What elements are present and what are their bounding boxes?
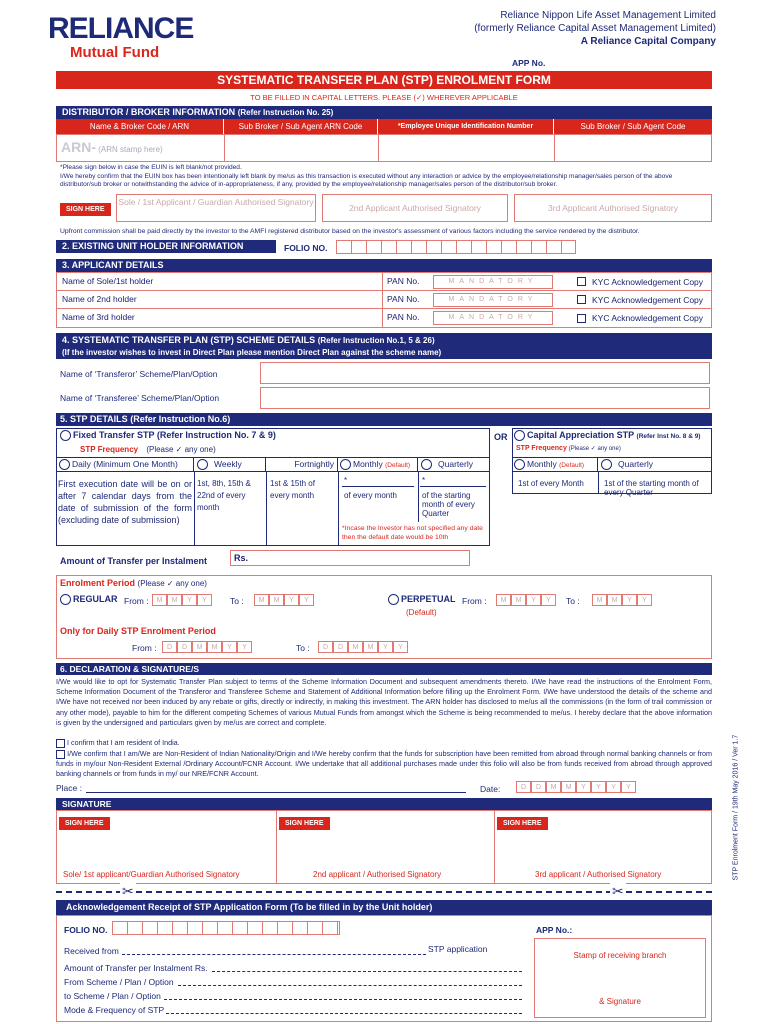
perpetual-from-label: From : — [462, 596, 487, 606]
capital-letters-note: TO BE FILLED IN CAPITAL LETTERS. PLEASE (✓) WHEREVER APPLICABLE — [250, 93, 518, 102]
applicant-name-label[interactable]: Name of 2nd holder — [57, 291, 383, 308]
weekly-dates: 1st, 8th, 15th & 22nd of every month — [197, 479, 251, 512]
applicant-name-label[interactable]: Name of 3rd holder — [57, 309, 383, 327]
monthly-date-input[interactable] — [342, 486, 414, 487]
signature-3[interactable] — [495, 811, 711, 883]
logo-brand: RELIANCE — [48, 12, 194, 45]
cell: Y — [621, 781, 636, 793]
cell: D — [516, 781, 531, 793]
ack-header — [56, 900, 712, 915]
enrolment-label: Enrolment Period — [60, 578, 136, 588]
euin-sig-1[interactable]: Sole / 1st Applicant / Guardian Authorised Signatory — [116, 194, 316, 222]
applicant-header — [56, 259, 712, 272]
freq-monthly[interactable] — [338, 458, 418, 471]
cell: Y — [378, 641, 393, 653]
weekly-radio[interactable] — [197, 459, 208, 470]
app-no-label: APP No. — [512, 58, 546, 68]
freq-quarterly[interactable] — [418, 458, 490, 471]
applicant-title: 3. APPLICANT DETAILS — [62, 260, 164, 270]
stp-application-label: STP application — [428, 944, 488, 954]
scheme-header — [56, 333, 712, 359]
pan-input[interactable]: MANDATORY — [433, 311, 553, 325]
stamp-label: Stamp of receiving branch — [573, 951, 667, 960]
daily-radio[interactable] — [59, 459, 70, 470]
applicant-table — [56, 272, 712, 328]
applicant-row — [57, 291, 711, 309]
euin-sig-boxes — [116, 194, 712, 222]
daily-to-input[interactable] — [318, 641, 408, 653]
daily-label: Daily (Minimum One Month) — [72, 459, 178, 469]
capital-frequency-row — [516, 445, 621, 452]
perpetual-from-input[interactable] — [496, 594, 556, 606]
cell: D — [162, 641, 177, 653]
monthly-date-text: of every month — [344, 491, 397, 500]
declaration-text: I/We would like to opt for Systematic Transfer Plan subject to terms of the Scheme Information Document and subsequent amendments thereto. I/We have read the instructions of the Enrolment Form, Scheme Information Document of the Transferor and Transferee Scheme and Statement of Additional Information before filling up the Enrolment Form. I/We have understood the details of the scheme and I/We have not received nor been induced by any rebate or gifts, directly or indirectly, in making this investment. The ARN holder has disclosed to me/us all the commissions (in the form of trail commission or any other mode), payable to him for the different competing Schemes of various Mutual Funds from amongst which the Scheme is being recommended to me/us. I hereby declare that the above information is given by the undersigned and particulars given by me/us are correct and complete. — [56, 677, 712, 727]
company-info — [474, 9, 716, 48]
stp-details-header — [56, 413, 712, 426]
arn-prefix: ARN- — [61, 139, 96, 155]
ack-amount-label: Amount of Transfer per Instalment Rs. — [64, 963, 208, 973]
distributor-columns — [56, 119, 712, 134]
capital-stp-radio[interactable] — [514, 430, 525, 441]
cell: M — [348, 641, 363, 653]
transferee-label: Name of ‘Transferee’ Scheme/Plan/Option — [60, 393, 220, 403]
scissors-icon: ✂ — [122, 883, 134, 899]
stamp-signature-label: & Signature — [599, 997, 641, 1006]
logo-sub: Mutual Fund — [70, 44, 160, 61]
fixed-stp-option[interactable] — [60, 430, 276, 441]
ack-from-label: From Scheme / Plan / Option — [64, 977, 174, 987]
declaration-title: 6. DECLARATION & SIGNATURE/S — [60, 664, 199, 674]
cell: D — [531, 781, 546, 793]
weekly-label: Weekly — [214, 459, 242, 469]
fixed-frequency-options — [56, 457, 490, 472]
applicant-row — [57, 309, 711, 327]
capital-frequency-label: STP Frequency — [516, 445, 567, 452]
existing-holder-title: 2. EXISTING UNIT HOLDER INFORMATION — [62, 241, 244, 251]
scissors-icon: ✂ — [612, 883, 624, 899]
perpetual-option[interactable] — [388, 594, 456, 605]
signature-1-label: Sole/ 1st applicant/Guardian Authorised Signatory — [63, 870, 240, 879]
amount-input[interactable] — [230, 550, 470, 566]
cell: Y — [222, 641, 237, 653]
ack-to-input[interactable] — [164, 999, 522, 1000]
capital-quarterly-date: 1st of the starting month of every Quarter — [604, 479, 699, 497]
cell: Y — [637, 594, 652, 606]
enrolment-heading — [60, 578, 207, 588]
received-input[interactable] — [122, 954, 426, 955]
capital-monthly-default: (Default) — [559, 462, 585, 469]
kyc-label: KYC Acknowledgement Copy — [592, 294, 704, 305]
company-line1: Reliance Nippon Life Asset Management Limited — [500, 10, 716, 21]
sign-here-tag: SIGN HERE — [279, 817, 330, 830]
arn-stamp: (ARN stamp here) — [98, 145, 163, 154]
capital-frequency-any: (Please ✓ any one) — [568, 446, 621, 452]
fortnightly-label: Fortnightly — [294, 459, 334, 469]
cell: M — [496, 594, 511, 606]
capital-stp-ref: (Refer Inst No. 8 & 9) — [636, 433, 701, 440]
euin-note — [60, 164, 710, 190]
regular-to-input[interactable] — [254, 594, 314, 606]
place-input[interactable] — [86, 792, 466, 793]
cell: Y — [284, 594, 299, 606]
cell: Y — [299, 594, 314, 606]
distributor-fields[interactable] — [56, 134, 712, 162]
quarterly-radio[interactable] — [421, 459, 432, 470]
cell: M — [269, 594, 284, 606]
stp-details-title: 5. STP DETAILS — [60, 414, 128, 424]
capital-frequency-options — [512, 457, 712, 472]
scheme-title: 4. SYSTEMATIC TRANSFER PLAN (STP) SCHEME DETAILS — [62, 335, 316, 345]
capital-stp-option[interactable] — [514, 430, 700, 441]
amount-label: Amount of Transfer per Instalment — [60, 556, 208, 566]
fixed-frequency-label: STP Frequency — [80, 445, 139, 454]
cell: M — [167, 594, 182, 606]
daily-from-input[interactable] — [162, 641, 252, 653]
signature-boxes — [56, 810, 712, 884]
folio-label: FOLIO NO. — [284, 243, 328, 253]
cell: Y — [606, 781, 621, 793]
cell: M — [207, 641, 222, 653]
applicant-name-label[interactable]: Name of Sole/1st holder — [57, 273, 383, 290]
upfront-note: Upfront commission shall be paid directly by the investor to the AMFI registered distributor based on the investor's assessment of various factors including the service rendered by the distributor. — [60, 228, 640, 235]
kyc-label: KYC Acknowledgement Copy — [592, 313, 704, 323]
kyc-checkbox[interactable] — [577, 314, 586, 323]
arn-field[interactable] — [57, 135, 225, 161]
nri-row — [56, 749, 712, 780]
nri-checkbox[interactable] — [56, 750, 65, 759]
cell: M — [152, 594, 167, 606]
fixed-stp-radio[interactable] — [60, 430, 71, 441]
place-label: Place : — [56, 783, 82, 793]
daily-to-label: To : — [296, 643, 310, 653]
cell: D — [318, 641, 333, 653]
perpetual-radio[interactable] — [388, 594, 399, 605]
freq-fortnightly[interactable] — [266, 458, 338, 471]
euin-note-1: *Please sign below in case the EUIN is left blank/not provided. — [60, 164, 242, 171]
capital-quarterly-radio[interactable] — [601, 459, 612, 470]
logo — [48, 12, 198, 72]
regular-option[interactable] — [60, 594, 118, 605]
cell: M — [511, 594, 526, 606]
capital-quarterly-label: Quarterly — [618, 459, 653, 469]
perpetual-label: PERPETUAL — [401, 594, 456, 604]
ack-app-label: APP No.: — [536, 925, 573, 935]
cell: Y — [591, 781, 606, 793]
scheme-ref: (Refer Instruction No.1, 5 & 26) — [317, 336, 435, 345]
resident-label: I confirm that I am resident of India. — [67, 738, 180, 747]
distributor-title: DISTRIBUTOR / BROKER INFORMATION — [62, 107, 236, 117]
sign-here-tag: SIGN HERE — [59, 817, 110, 830]
or-label: OR — [494, 432, 508, 442]
signature-title: SIGNATURE — [62, 799, 112, 809]
fortnightly-dates: 1st & 15th of every month — [270, 479, 315, 500]
regular-label: REGULAR — [73, 594, 118, 604]
cell: Y — [182, 594, 197, 606]
form-title-bar — [56, 71, 712, 89]
daily-enrolment-label: Only for Daily STP Enrolment Period — [60, 626, 216, 636]
regular-radio[interactable] — [60, 594, 71, 605]
ack-title-2: (To be filled in by the Unit holder) — [290, 902, 433, 912]
transferee-input[interactable] — [260, 387, 710, 409]
perpetual-default: (Default) — [406, 608, 437, 617]
ack-to-label: to Scheme / Plan / Option — [64, 991, 161, 1001]
euin-sig-2[interactable]: 2nd Applicant Authorised Signatory — [322, 194, 508, 222]
cell: Y — [576, 781, 591, 793]
fixed-frequency-any: (Please ✓ any one) — [146, 445, 216, 454]
kyc-checkbox[interactable] — [577, 277, 586, 286]
capital-monthly-label: Monthly — [527, 459, 557, 469]
pan-label: PAN No. — [387, 294, 420, 304]
quarterly-date-input[interactable] — [420, 486, 486, 487]
cell: M — [561, 781, 576, 793]
ack-amount-input[interactable] — [212, 971, 522, 972]
stp-details-ref: (Refer Instruction No.6) — [130, 414, 231, 424]
signature-1[interactable] — [57, 811, 277, 883]
pan-label: PAN No. — [387, 312, 420, 322]
subbroker-field[interactable] — [225, 135, 379, 161]
monthly-date: * — [344, 476, 348, 485]
ack-folio-input[interactable] — [112, 921, 340, 935]
transferor-label: Name of ‘Transferor’ Scheme/Plan/Option — [60, 369, 218, 379]
signature-2[interactable] — [277, 811, 495, 883]
cell: Y — [237, 641, 252, 653]
signature-header — [56, 798, 712, 810]
company-line2: (formerly Reliance Capital Asset Management Limited) — [474, 23, 716, 34]
pan-label: PAN No. — [387, 276, 420, 286]
euin-sig-3[interactable]: 3rd Applicant Authorised Signatory — [514, 194, 712, 222]
cell: M — [546, 781, 561, 793]
sign-here-tag: SIGN HERE — [60, 203, 111, 216]
resident-checkbox[interactable] — [56, 739, 65, 748]
monthly-default: (Default) — [385, 462, 411, 469]
applicant-row — [57, 273, 711, 291]
signature-3-label: 3rd applicant / Authorised Signatory — [535, 870, 662, 879]
ack-mode-input[interactable] — [166, 1013, 522, 1014]
rs-label: Rs. — [234, 553, 249, 563]
regular-from-input[interactable] — [152, 594, 212, 606]
stamp-box — [534, 938, 706, 1018]
freq-weekly[interactable] — [194, 458, 266, 471]
monthly-label: Monthly — [353, 459, 383, 469]
kyc-checkbox[interactable] — [577, 295, 586, 304]
col-euin: *Employee Unique Identification Number — [378, 119, 554, 134]
cell: M — [254, 594, 269, 606]
ack-title: Acknowledgement Receipt of STP Application Form — [66, 902, 288, 912]
capital-stp-label: Capital Appreciation STP — [527, 430, 635, 440]
pan-input[interactable]: MANDATORY — [433, 275, 553, 289]
cell: Y — [541, 594, 556, 606]
col-subagent: Sub Broker / Sub Agent Code — [554, 119, 712, 134]
distributor-header — [56, 106, 712, 119]
ack-mode-label: Mode & Frequency of STP — [64, 1005, 165, 1015]
form-version: STP Enrolment Form / 19th May 2016 / Ver 1.7 — [732, 734, 740, 881]
cell: Y — [197, 594, 212, 606]
sign-here-tag: SIGN HERE — [497, 817, 548, 830]
distributor-ref: (Refer Instruction No. 25) — [237, 108, 334, 117]
col-subbroker: Sub Broker / Sub Agent ARN Code — [224, 119, 378, 134]
ack-from-input[interactable] — [178, 985, 522, 986]
cell: D — [177, 641, 192, 653]
capital-monthly-date: 1st of every Month — [518, 479, 584, 488]
scheme-subtitle: (If the investor wishes to invest in Direct Plan please mention Direct Plan against the scheme name) — [62, 348, 442, 357]
monthly-radio[interactable] — [340, 459, 351, 470]
enrolment-any: (Please ✓ any one) — [137, 579, 207, 588]
existing-holder-header — [56, 240, 276, 253]
quarterly-label: Quarterly — [438, 459, 473, 469]
capital-quarterly[interactable] — [598, 458, 712, 471]
perpetual-to-label: To : — [566, 596, 580, 606]
quarterly-date-text: of the starting month of every Quarter — [422, 491, 475, 518]
cell: Y — [526, 594, 541, 606]
transferor-input[interactable] — [260, 362, 710, 384]
cell: M — [363, 641, 378, 653]
cell: Y — [393, 641, 408, 653]
first-exec-note: First execution date will be on or after 7 calendar days from the date of submission of the form (excluding date of submission) — [58, 479, 192, 525]
euin-note-2: I/We hereby confirm that the EUIN box has been intentionally left blank by me/us as this transaction is executed without any interaction or advice by the employee/relationship manager/sales person of the above distributor/sub broker or notwithstanding the advice of in-appropriateness, if any, provided by the employee/relationship manager/sales person of the distributor/sub broker. — [60, 172, 673, 188]
fixed-frequency-row — [80, 445, 216, 454]
col-broker: Name & Broker Code / ARN — [56, 119, 224, 134]
cell: M — [192, 641, 207, 653]
date-label: Date: — [480, 784, 501, 794]
cell: D — [333, 641, 348, 653]
fixed-stp-label: Fixed Transfer STP (Refer Instruction No. 7 & 9) — [73, 430, 276, 440]
received-label: Received from — [64, 946, 119, 956]
form-title: SYSTEMATIC TRANSFER PLAN (STP) ENROLMENT FORM — [217, 73, 551, 87]
company-line3: A Reliance Capital Company — [580, 36, 716, 47]
folio-input[interactable] — [336, 240, 576, 254]
subagent-field[interactable] — [555, 135, 711, 161]
nri-label: I/We confirm that I am/We are Non-Resident of Indian Nationality/Origin and I/We hereby confirm that the funds for subscription have been remitted from abroad through normal banking channels or from funds in my/our Non-Resident External /Ordinary Account/FCNR Account. I/We undertake that all additional purchases made under this folio will also be from funds received from abroad through approved banking channels or from funds in my/ our NRE/FCNR Account. — [56, 749, 712, 779]
declaration-date-input[interactable] — [516, 781, 636, 793]
resident-row — [56, 738, 180, 748]
cell: M — [607, 594, 622, 606]
cell: M — [592, 594, 607, 606]
cell: Y — [622, 594, 637, 606]
freq-daily[interactable] — [56, 458, 194, 471]
regular-from-label: From : — [124, 596, 149, 606]
default-date-note: *Incase the Investor has not specified any date then the default date would be 10th — [342, 525, 483, 541]
capital-monthly[interactable] — [512, 458, 598, 471]
quarterly-date: * — [422, 476, 426, 485]
kyc-label: KYC Acknowledgement Copy — [592, 276, 704, 287]
declaration-header — [56, 663, 712, 675]
daily-from-label: From : — [132, 643, 157, 653]
euin-field[interactable] — [379, 135, 555, 161]
perpetual-to-input[interactable] — [592, 594, 652, 606]
capital-monthly-radio[interactable] — [514, 459, 525, 470]
pan-input[interactable]: MANDATORY — [433, 293, 553, 307]
regular-to-label: To : — [230, 596, 244, 606]
signature-2-label: 2nd applicant / Authorised Signatory — [313, 870, 442, 879]
ack-folio-label: FOLIO NO. — [64, 925, 108, 935]
